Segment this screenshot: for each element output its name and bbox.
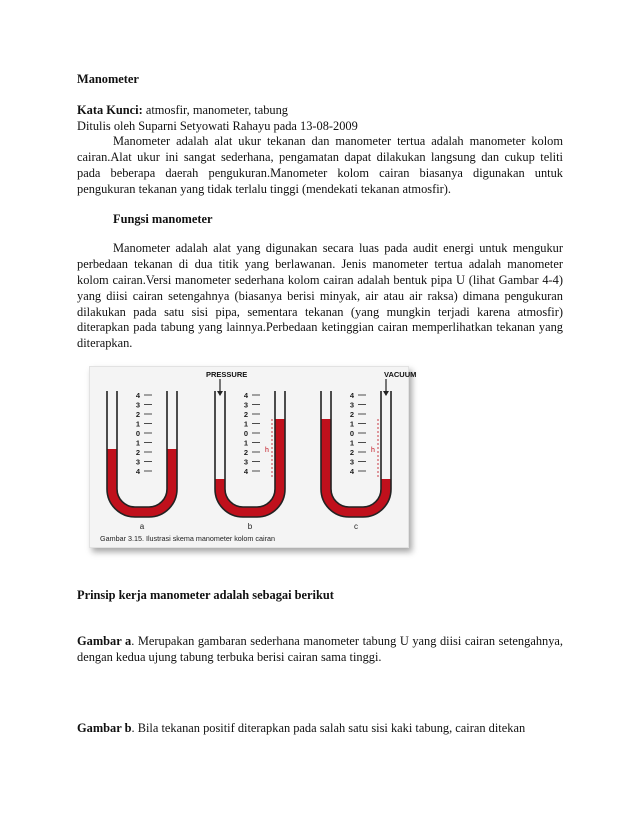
- panel-label-b: b: [247, 521, 253, 531]
- scale-label: 1: [243, 438, 249, 448]
- keywords-text: atmosfir, manometer, tabung: [142, 102, 288, 117]
- scale-label: 1: [243, 419, 249, 429]
- scale-label: 4: [243, 390, 249, 400]
- author-line: Ditulis oleh Suparni Setyowati Rahayu pada 13-08-2009: [77, 118, 358, 133]
- scale-label: 3: [349, 457, 355, 467]
- manometer-figure: [89, 366, 417, 548]
- document-title: Manometer: [77, 72, 139, 86]
- pressure-label: PRESSURE: [206, 369, 248, 379]
- panel-label-a: a: [139, 521, 145, 531]
- scale-label: 4: [135, 466, 141, 476]
- scale-label: 2: [349, 447, 355, 457]
- gambar-a-text: . Merupakan gambaran sederhana manometer tabung U yang diisi cairan setengahnya, dengan kedua ujung tabung terbuka berisi cairan sama tinggi.: [77, 633, 563, 664]
- scale-label: 2: [243, 409, 249, 419]
- gambar-a-label: Gambar a: [77, 633, 132, 648]
- scale-label: 1: [349, 438, 355, 448]
- applied-arrow-head: [383, 391, 389, 396]
- gambar-b-label: Gambar b: [77, 721, 132, 736]
- h-marker-label: h: [265, 446, 269, 454]
- intro-paragraph: Manometer adalah alat ukur tekanan dan manometer tertua adalah manometer kolom cairan.Alat ukur ini sangat sederhana, pengamatan dapat dilakukan langsung dan cukup teliti pada beberapa daerah pengukuran.Manometer kolom cairan biasanya digunakan untuk pengukuran tekanan yang tidak terlalu tinggi (mendekati tekanan atmosfir).: [77, 134, 563, 196]
- applied-arrow-head: [217, 391, 223, 396]
- figure-caption: Gambar 3.15. Ilustrasi skema manometer kolom cairan: [100, 533, 275, 543]
- gambar-b-paragraph: [77, 721, 563, 737]
- gambar-a-paragraph: [77, 634, 563, 666]
- manometer-illustration: [90, 367, 417, 547]
- gambar-b-text: . Bila tekanan positif diterapkan pada salah satu sisi kaki tabung, cairan ditekan: [131, 721, 526, 736]
- scale-label: 2: [349, 409, 355, 419]
- scale-label: 1: [349, 419, 355, 429]
- scale-label: 0: [349, 428, 355, 438]
- keywords-line: [77, 103, 563, 119]
- fungsi-paragraph: Manometer adalah alat yang digunakan secara luas pada audit energi untuk mengukur perbedaan tekanan di dua titik yang berlawanan. Jenis manometer tertua adalah manometer kolom cairan.Versi manometer sederhana kolom cairan adalah bentuk pipa U (lihat Gambar 4-4) yang diisi cairan setengahnya (biasanya berisi minyak, air atau air raksa) dimana pengukuran dilakukan pada satu sisi pipa, sementara tekanan (yang mungkin terjadi karena atmosfir) diterapkan pada tabung yang lainnya.Perbedaan ketinggian cairan memperlihatkan tekanan yang diterapkan.: [77, 241, 563, 351]
- scale-label: 2: [135, 447, 141, 457]
- scale-label: 0: [243, 428, 249, 438]
- scale-label: 1: [135, 438, 141, 448]
- scale-label: 1: [135, 419, 141, 429]
- scale-label: 4: [349, 390, 355, 400]
- scale-label: 4: [349, 466, 355, 476]
- scale-label: 3: [243, 457, 249, 467]
- scale-label: 2: [243, 447, 249, 457]
- scale-label: 4: [243, 466, 249, 476]
- section-heading-fungsi: Fungsi manometer: [113, 211, 213, 226]
- prinsip-heading: Prinsip kerja manometer adalah sebagai berikut: [77, 587, 334, 602]
- figure-container: [89, 366, 419, 556]
- scale-label: 3: [349, 400, 355, 410]
- vacuum-label: VACUUM: [384, 369, 417, 379]
- h-marker-label: h: [371, 446, 375, 454]
- scale-label: 3: [243, 400, 249, 410]
- scale-label: 2: [135, 409, 141, 419]
- document-page: [77, 72, 563, 737]
- scale-label: 3: [135, 457, 141, 467]
- panel-label-c: c: [354, 521, 358, 531]
- scale-label: 3: [135, 400, 141, 410]
- scale-label: 4: [135, 390, 141, 400]
- scale-label: 0: [135, 428, 141, 438]
- keywords-label: Kata Kunci:: [77, 102, 143, 117]
